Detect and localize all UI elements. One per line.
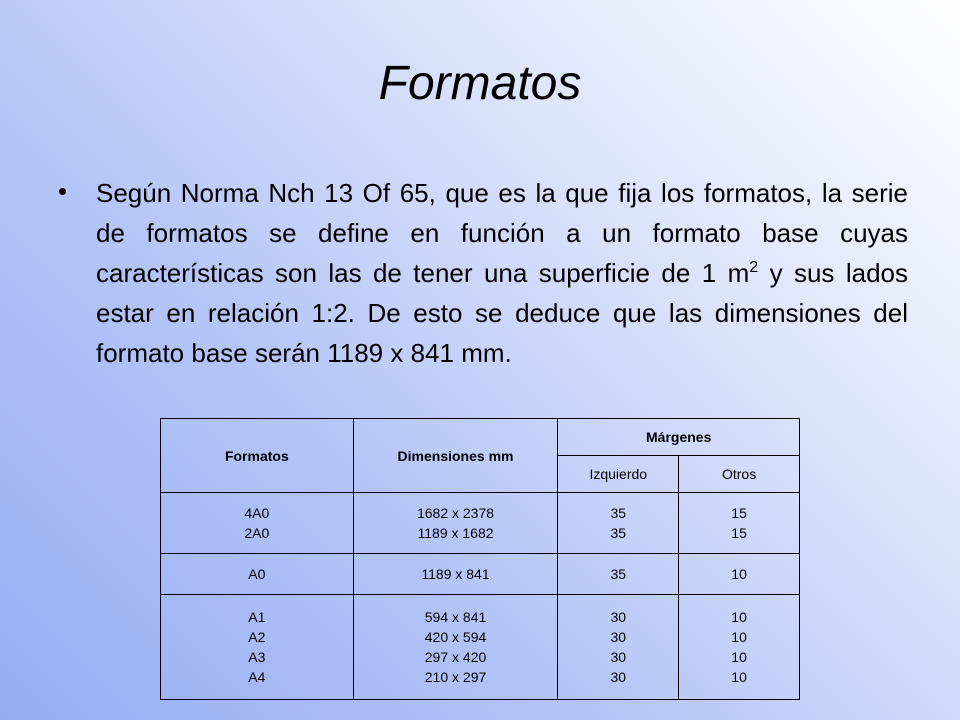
cell-line: 15 [731, 525, 747, 541]
cell-dimensiones: 1189 x 841 [353, 554, 558, 595]
cell-formatos [161, 493, 354, 554]
cell-line: A3 [248, 649, 266, 665]
cell-line: 4A0 [244, 505, 270, 521]
cell-izquierdo: 35 [558, 554, 679, 595]
body-paragraph [96, 173, 908, 373]
bullet-marker: • [58, 176, 68, 206]
formats-table [160, 418, 800, 700]
table-row [161, 554, 800, 595]
cell-line: 1682 x 2378 [416, 505, 495, 521]
cell-line: 594 x 841 [424, 609, 487, 625]
cell-line: 10 [731, 629, 747, 645]
cell-izquierdo [558, 595, 679, 700]
cell-dimensiones [353, 493, 558, 554]
cell-line: A1 [248, 609, 266, 625]
superscript-exponent: 2 [749, 259, 759, 276]
cell-line: 10 [731, 609, 747, 625]
cell-formatos [161, 595, 354, 700]
cell-line: 15 [731, 505, 747, 521]
cell-line: A2 [248, 629, 266, 645]
cell-dimensiones [353, 595, 558, 700]
cell-otros: 10 [679, 554, 800, 595]
table-row [161, 595, 800, 700]
cell-line: 210 x 297 [424, 669, 487, 685]
table-row [161, 493, 800, 554]
cell-line: 420 x 594 [424, 629, 487, 645]
cell-otros [679, 595, 800, 700]
paragraph-text-part-1: Según Norma Nch 13 Of 65, que es la que fija los formatos, la serie de formatos se define en función a un formato base cuyas características son las de tener una superficie de 1 m [96, 178, 908, 288]
cell-line: 10 [731, 649, 747, 665]
cell-line: 1189 x 1682 [417, 525, 494, 541]
cell-otros [679, 493, 800, 554]
cell-izquierdo [558, 493, 679, 554]
cell-line: 35 [610, 525, 627, 541]
header-otros: Otros [679, 456, 800, 493]
cell-line: 30 [610, 669, 627, 685]
cell-line: 30 [610, 609, 627, 625]
cell-line: 30 [610, 649, 627, 665]
header-margenes: Márgenes [558, 419, 800, 456]
cell-line: 297 x 420 [424, 649, 487, 665]
header-formatos: Formatos [161, 419, 354, 493]
cell-line: 10 [731, 669, 747, 685]
slide-title: Formatos [378, 57, 582, 110]
paragraph-text-part-2: y sus lados estar en relación 1:2. De esto se deduce que las dimensiones del formato base serán 1189 x 841 mm. [96, 258, 908, 368]
cell-formatos: A0 [161, 554, 354, 595]
header-izquierdo: Izquierdo [558, 456, 679, 493]
cell-line: A4 [248, 669, 266, 685]
cell-line: 30 [610, 629, 627, 645]
cell-line: 2A0 [244, 525, 270, 541]
header-dimensiones: Dimensiones mm [353, 419, 558, 493]
cell-line: 35 [610, 505, 627, 521]
